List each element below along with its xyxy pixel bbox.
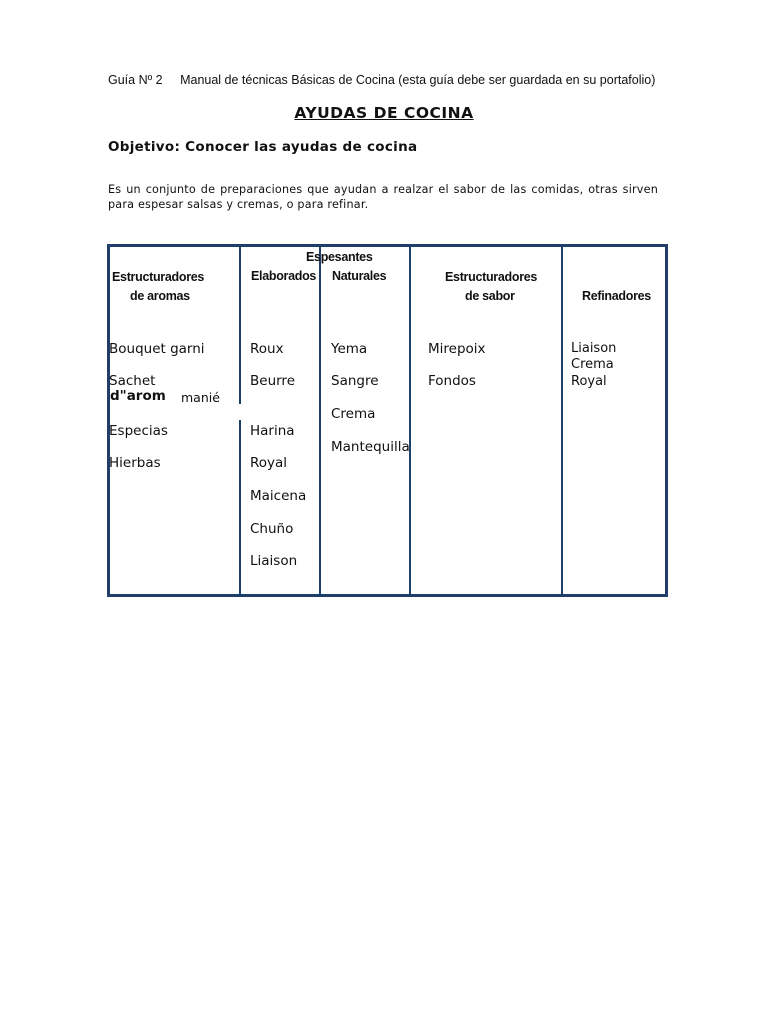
- elaborados-item: Chuño: [250, 521, 294, 537]
- header-refinadores: Refinadores: [582, 289, 651, 303]
- column-divider: [239, 244, 241, 404]
- column-divider: [319, 244, 321, 597]
- document-header: [108, 73, 655, 87]
- header-elaborados: Elaborados: [251, 269, 317, 283]
- elaborados-item: Maicena: [250, 488, 307, 504]
- elaborados-item: Liaison: [250, 553, 298, 569]
- elaborados-item: Beurre: [250, 373, 295, 389]
- aromas-item: Sachet: [109, 373, 156, 389]
- aromas-item: Especias: [109, 423, 168, 439]
- elaborados-item: Harina: [250, 423, 295, 439]
- column-divider: [409, 244, 411, 597]
- aromas-item: manié: [181, 390, 220, 405]
- guide-description: Manual de técnicas Básicas de Cocina (esta guía debe ser guardada en su portafolio): [180, 73, 656, 87]
- naturales-item: Sangre: [331, 373, 379, 389]
- sabor-item: Mirepoix: [428, 341, 486, 357]
- header-sabor-line2: de sabor: [465, 289, 515, 303]
- column-divider: [561, 244, 563, 597]
- naturales-item: Mantequilla: [331, 439, 410, 455]
- elaborados-item: Royal: [250, 455, 288, 471]
- header-aromas-line2: de aromas: [130, 289, 190, 303]
- page-title: AYUDAS DE COCINA: [294, 104, 474, 122]
- refinadores-item: Crema: [571, 357, 614, 372]
- guide-number: Guía Nº 2: [108, 73, 163, 87]
- refinadores-item: Liaison: [571, 341, 617, 356]
- aromas-item: d"arom: [110, 388, 166, 404]
- naturales-item: Yema: [331, 341, 368, 357]
- aromas-item: Hierbas: [109, 455, 161, 471]
- header-espesantes: Espesantes: [306, 250, 373, 264]
- header-aromas-line1: Estructuradores: [112, 270, 205, 284]
- sabor-item: Fondos: [428, 373, 476, 389]
- header-naturales: Naturales: [332, 269, 387, 283]
- column-divider: [239, 420, 241, 597]
- refinadores-item: Royal: [571, 374, 607, 389]
- intro-paragraph: Es un conjunto de preparaciones que ayudan a realzar el sabor de las comidas, otras sirven para espesar salsas y cremas, o para refinar.: [108, 183, 658, 211]
- naturales-item: Crema: [331, 406, 376, 422]
- aromas-item: Bouquet garni: [109, 341, 205, 357]
- objective-heading: Objetivo: Conocer las ayudas de cocina: [108, 139, 418, 155]
- header-sabor-line1: Estructuradores: [445, 270, 538, 284]
- elaborados-item: Roux: [250, 341, 284, 357]
